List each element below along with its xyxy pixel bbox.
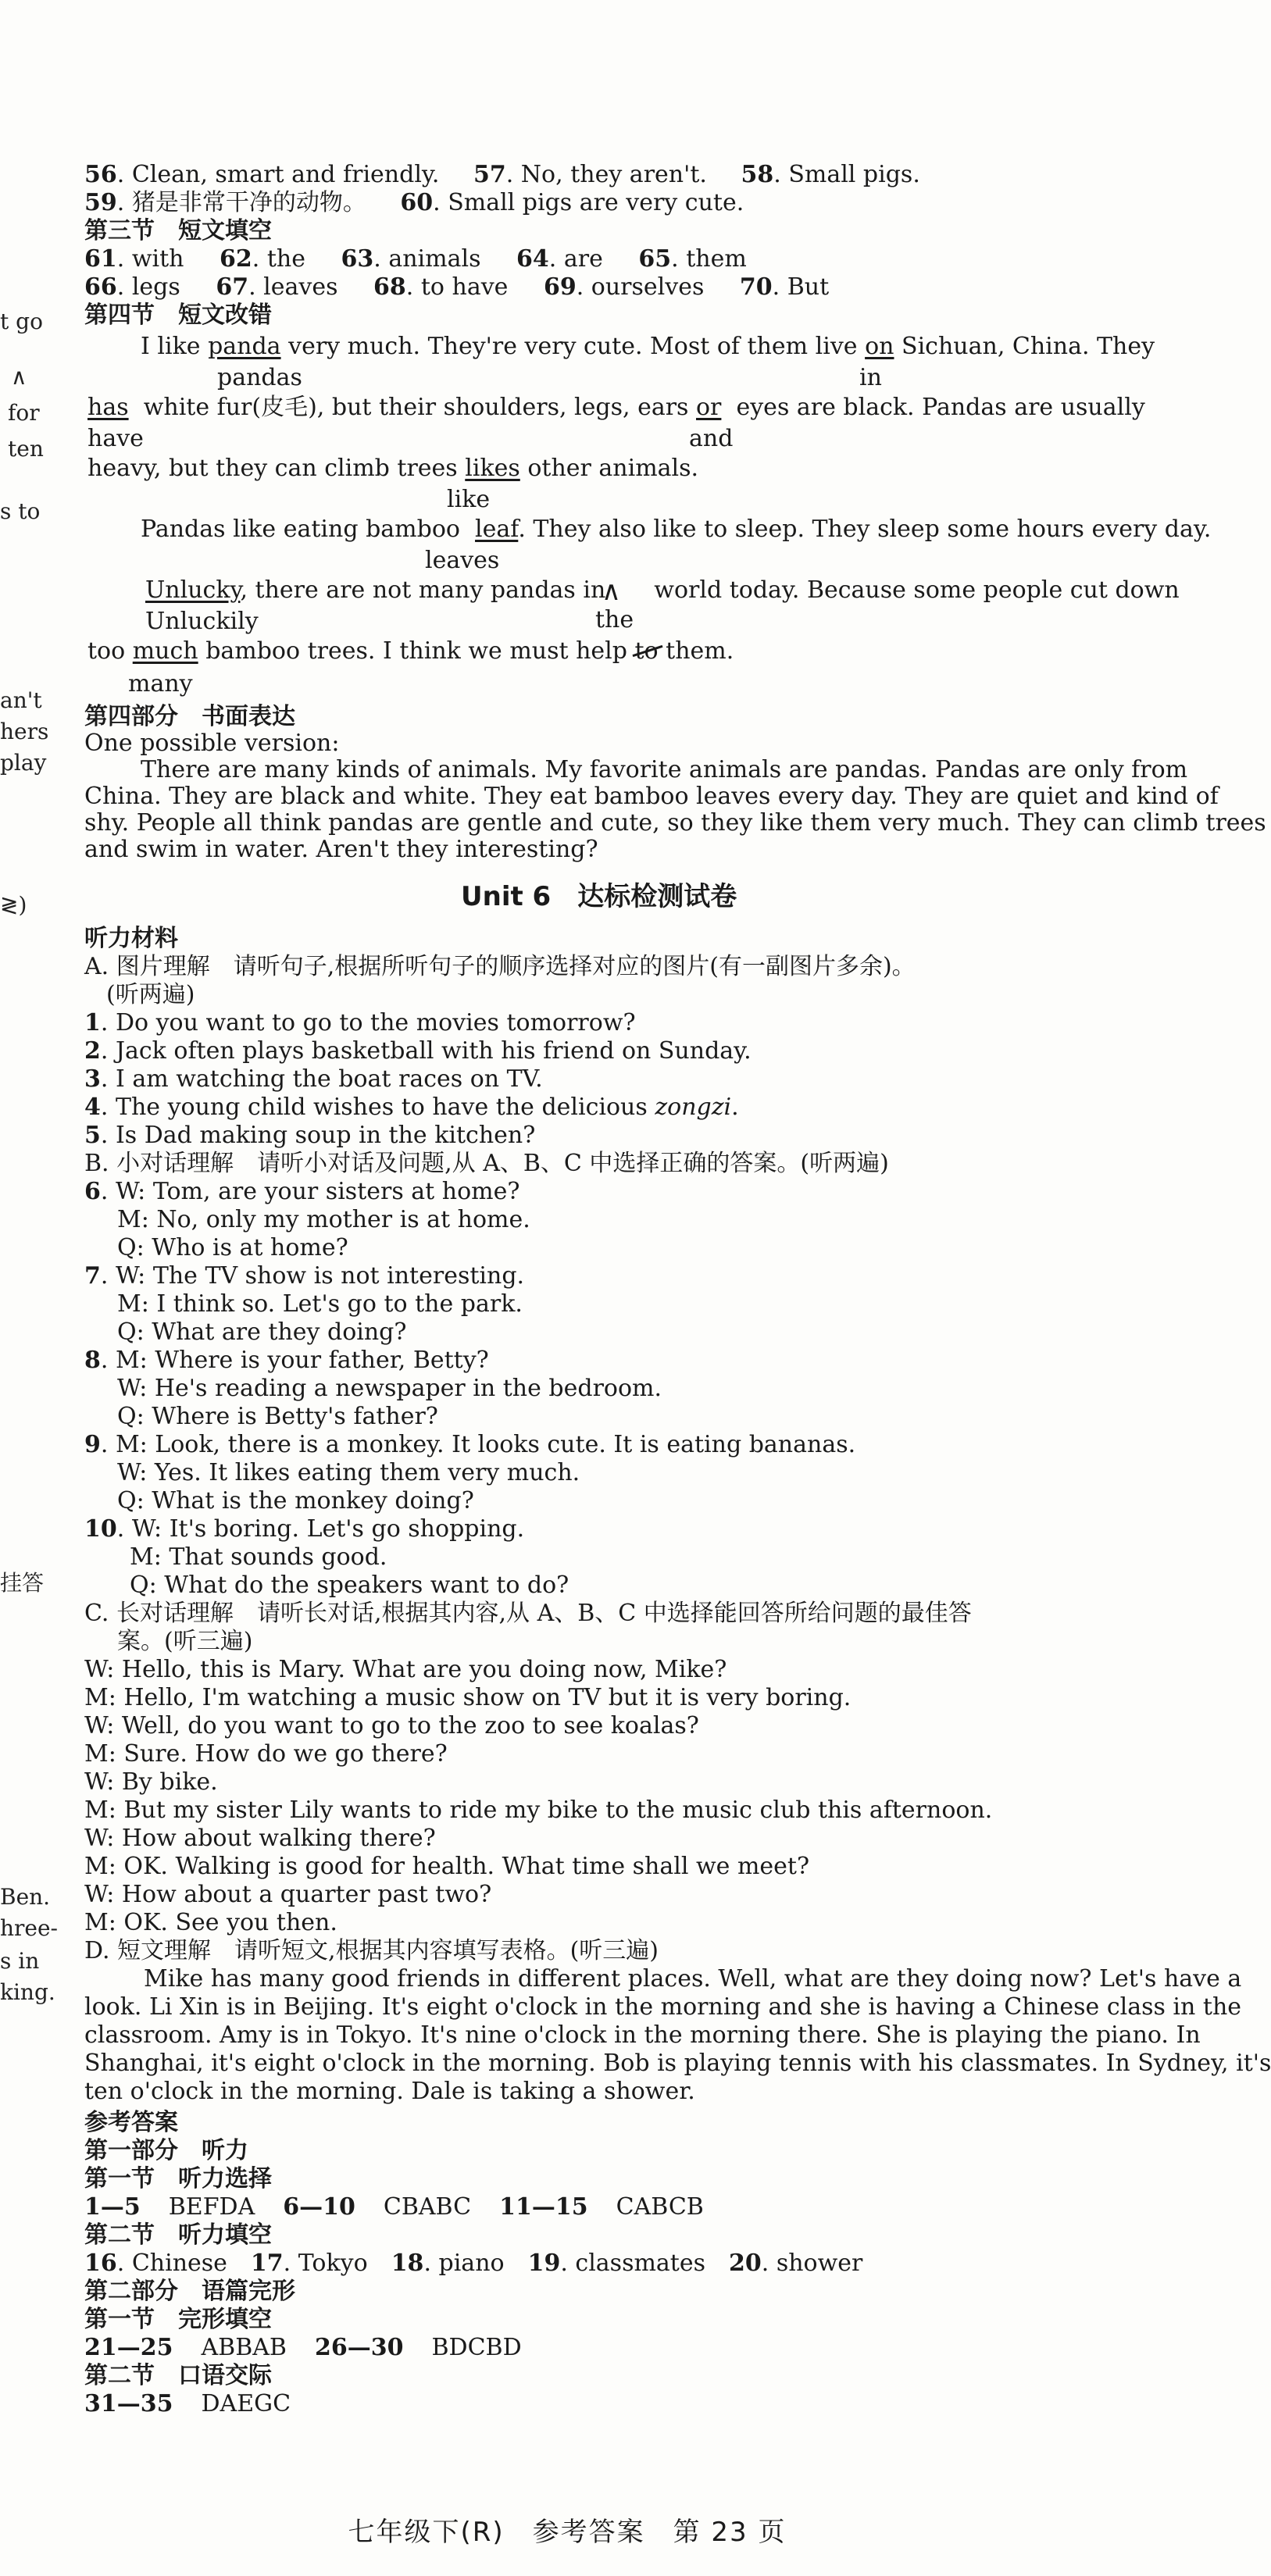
margin-fragment: hree- — [0, 1915, 59, 1941]
page-footer: 七年级下(R) 参考答案 第 23 页 — [348, 2517, 787, 2548]
correction-word: the — [595, 606, 634, 633]
correction-word: have — [87, 425, 144, 452]
possible-version-label: One possible version: — [84, 730, 340, 757]
passage-line: Unlucky, there are not many pandas in world today. Because some people cut down — [145, 576, 1180, 604]
margin-fragment: s to — [0, 498, 41, 524]
margin-fragment: hers — [0, 719, 49, 744]
dialogue-line: W: How about walking there? — [84, 1825, 436, 1852]
part-a-title: A. 图片理解 请听句子,根据所听句子的顺序选择对应的图片(有一副图片多余)。 — [84, 953, 916, 980]
correction-word: leaves — [425, 547, 500, 574]
essay-line: There are many kinds of animals. My favorite animals are pandas. Pandas are only from — [141, 756, 1188, 783]
dialogue-line: W: How about a quarter past two? — [84, 1881, 492, 1908]
error-word: panda — [208, 333, 281, 360]
margin-fragment: for — [8, 400, 40, 426]
dialogue-line: M: That sounds good. — [130, 1543, 387, 1571]
passage-line: ten o'clock in the morning. Dale is taking a shower. — [84, 2078, 695, 2105]
margin-fragment: ten — [8, 436, 44, 462]
section-heading: 第一部分 听力 — [84, 2137, 248, 2164]
dialogue-line: W: Well, do you want to go to the zoo to see koalas? — [84, 1712, 699, 1739]
dialogue-line: 10. W: It's boring. Let's go shopping. — [84, 1515, 525, 1543]
answer-row-56-58: 56. Clean, smart and friendly. 57. No, they aren't. 58. Small pigs. — [84, 161, 920, 188]
dialogue-line: 8. M: Where is your father, Betty? — [84, 1347, 489, 1374]
essay-line: China. They are black and white. They eat bamboo leaves every day. They are quiet and kind of — [84, 783, 1219, 810]
section-heading: 第二部分 语篇完形 — [84, 2278, 295, 2305]
listening-item: 3. I am watching the boat races on TV. — [84, 1065, 543, 1093]
margin-fragment: ≷) — [0, 892, 27, 918]
dialogue-line: W: Yes. It likes eating them very much. — [117, 1459, 580, 1486]
passage-line: Shanghai, it's eight o'clock in the morning. Bob is playing tennis with his classmates. In Sydney, it's — [84, 2050, 1271, 2077]
part-c-note: 案。(听三遍) — [117, 1628, 253, 1655]
unit-title: Unit 6 达标检测试卷 — [461, 881, 737, 912]
correction-word: many — [128, 670, 193, 698]
error-word: on — [865, 333, 894, 360]
error-word: or — [696, 394, 722, 421]
part-b-title: B. 小对话理解 请听小对话及问题,从 A、B、C 中选择正确的答案。(听两遍) — [84, 1150, 889, 1177]
dialogue-line: M: No, only my mother is at home. — [117, 1206, 530, 1233]
correction-word: pandas — [217, 364, 302, 391]
dialogue-line: Q: Where is Betty's father? — [117, 1403, 438, 1430]
margin-fragment: t go — [0, 309, 43, 334]
section-heading: 第二节 听力填空 — [84, 2221, 272, 2249]
dialogue-line: M: Sure. How do we go there? — [84, 1740, 448, 1768]
listening-item: 5. Is Dad making soup in the kitchen? — [84, 1122, 536, 1149]
dialogue-line: 7. W: The TV show is not interesting. — [84, 1262, 525, 1290]
error-word: Unlucky — [145, 576, 241, 604]
listening-item: 2. Jack often plays basketball with his friend on Sunday. — [84, 1037, 752, 1065]
section-heading: 参考答案 — [84, 2109, 178, 2136]
dialogue-line: Q: What are they doing? — [117, 1318, 407, 1346]
error-word: has — [87, 394, 129, 421]
dialogue-line: 6. W: Tom, are your sisters at home? — [84, 1178, 520, 1205]
part-a-note: (听两遍) — [106, 981, 195, 1008]
answer-row-66-70: 66. legs 67. leaves 68. to have 69. ourselves 70. But — [84, 273, 830, 301]
section-heading: 第二节 口语交际 — [84, 2362, 272, 2389]
deleted-word: to — [634, 637, 659, 665]
margin-fragment: play — [0, 750, 47, 776]
dialogue-line: Q: What do the speakers want to do? — [130, 1572, 569, 1599]
margin-fragment: king. — [0, 1979, 55, 2005]
answer-row-61-65: 61. with 62. the 63. animals 64. are 65. them — [84, 245, 747, 273]
listening-item: 1. Do you want to go to the movies tomorrow? — [84, 1009, 636, 1036]
margin-fragment: ∧ — [11, 364, 27, 390]
dialogue-line: M: I think so. Let's go to the park. — [117, 1290, 523, 1318]
dialogue-line: 9. M: Look, there is a monkey. It looks cute. It is eating bananas. — [84, 1431, 856, 1458]
correction-word: and — [689, 425, 734, 452]
passage-line: heavy, but they can climb trees likes other animals. — [87, 455, 699, 482]
part-c-title: C. 长对话理解 请听长对话,根据其内容,从 A、B、C 中选择能回答所给问题的最佳答 — [84, 1600, 972, 1627]
margin-fragment: 挂答 — [0, 1570, 45, 1596]
dialogue-line: M: OK. Walking is good for health. What time shall we meet? — [84, 1853, 810, 1880]
section-heading: 第三节 短文填空 — [84, 217, 272, 244]
margin-fragment: s in — [0, 1948, 40, 1974]
dialogue-line: W: He's reading a newspaper in the bedroom. — [117, 1375, 662, 1402]
section-heading: 第四部分 书面表达 — [84, 703, 295, 730]
error-word: likes — [465, 455, 520, 482]
error-word: leaf — [475, 516, 519, 543]
correction-word: like — [447, 486, 491, 513]
margin-fragment: Ben. — [0, 1884, 51, 1910]
dialogue-line: M: But my sister Lily wants to ride my bike to the music club this afternoon. — [84, 1796, 993, 1824]
answer-row-59-60: 59. 猪是非常干净的动物。 60. Small pigs are very cute. — [84, 189, 744, 216]
passage-line: classroom. Amy is in Tokyo. It's nine o'clock in the morning there. She is playing the piano. In — [84, 2021, 1201, 2049]
error-word: much — [132, 637, 198, 665]
correction-word: in — [859, 364, 882, 391]
passage-line: Pandas like eating bamboo leaf. They also like to sleep. They sleep some hours every day. — [141, 516, 1212, 543]
section-heading: 听力材料 — [84, 925, 178, 952]
part-d-title: D. 短文理解 请听短文,根据其内容填写表格。(听三遍) — [84, 1937, 659, 1964]
dialogue-line: Q: Who is at home? — [117, 1234, 348, 1261]
answer-row: 1—5 BEFDA 6—10 CBABC 11—15 CABCB — [84, 2193, 704, 2221]
dialogue-line: M: OK. See you then. — [84, 1909, 337, 1936]
section-heading: 第四节 短文改错 — [84, 301, 272, 329]
passage-line: too much bamboo trees. I think we must help to them. — [87, 637, 734, 665]
margin-fragment: an't — [0, 687, 42, 713]
essay-line: and swim in water. Aren't they interesting? — [84, 836, 598, 863]
listening-item: 4. The young child wishes to have the delicious zongzi. — [84, 1094, 739, 1121]
passage-line: look. Li Xin is in Beijing. It's eight o'clock in the morning and she is having a Chinese class in the — [84, 1993, 1242, 2021]
dialogue-line: W: Hello, this is Mary. What are you doing now, Mike? — [84, 1656, 727, 1683]
answer-row: 21—25 ABBAB 26—30 BDCBD — [84, 2334, 522, 2361]
answer-row: 16. Chinese 17. Tokyo 18. piano 19. classmates 20. shower — [84, 2250, 863, 2277]
dialogue-line: W: By bike. — [84, 1768, 218, 1796]
section-heading: 第一节 听力选择 — [84, 2165, 272, 2192]
essay-line: shy. People all think pandas are gentle and cute, so they like them very much. They can climb trees — [84, 809, 1266, 837]
passage-line: I like panda very much. They're very cute. Most of them live on Sichuan, China. They — [141, 333, 1155, 360]
passage-line: has white fur(皮毛), but their shoulders, legs, ears or eyes are black. Pandas are usually — [87, 394, 1145, 421]
dialogue-line: Q: What is the monkey doing? — [117, 1487, 474, 1515]
passage-line: Mike has many good friends in different places. Well, what are they doing now? Let's have a — [144, 1965, 1242, 1993]
answer-row: 31—35 DAEGC — [84, 2390, 291, 2417]
section-heading: 第一节 完形填空 — [84, 2306, 272, 2333]
correction-word: Unluckily — [145, 608, 259, 635]
insert-caret-icon: ∧ — [602, 576, 621, 607]
dialogue-line: M: Hello, I'm watching a music show on TV but it is very boring. — [84, 1684, 851, 1711]
